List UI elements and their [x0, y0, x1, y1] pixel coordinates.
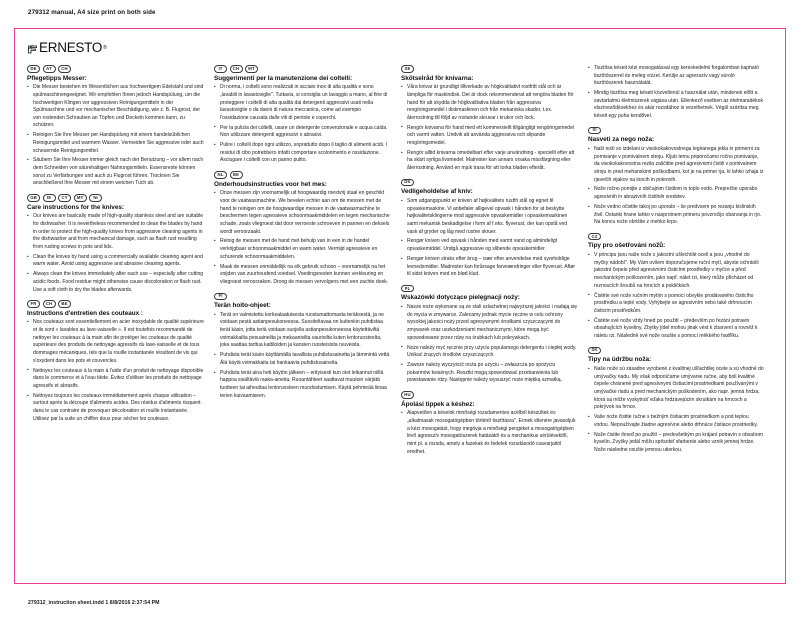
care-tips-list: [214, 312, 391, 401]
country-badge-si: SI: [588, 127, 601, 135]
language-section-fi: [214, 293, 391, 401]
language-section-hu: [401, 391, 578, 456]
country-badge-at: AT: [43, 65, 56, 73]
care-tips-list: [401, 84, 578, 173]
country-code-badges: [27, 194, 204, 202]
brand-logo: [27, 41, 107, 55]
country-code-badges: [401, 391, 578, 399]
section-title: Tipy na údržbu noža:: [588, 356, 652, 364]
care-tip-item: • Mindig tisztítsa meg késeit közvetlenül a használat után, mindenek előtt a savtartalmú élelmiszerek vágása után. Ellenkező esetben az ételmaradékok elszíneződésekhez és akár rozsdához is vezethetnek. Végül szárítsa meg késeit egy puha kendővel.: [588, 90, 765, 121]
care-tip-item: • Nettoyez toujours les couteaux immédiatement après chaque utilisation – surtout après la découpe d'aliments acides. Des résidus d'aliments risquent dans le cas contraire de provoquer décoloration et rouille instantanée. Utilisez par la suite un chiffon doux pour sécher les couteaux.: [27, 393, 204, 424]
care-tips-list: [588, 65, 765, 121]
care-tips-list: [214, 190, 391, 286]
country-badge-dk: DK: [401, 179, 414, 187]
country-badge-ch: CH: [58, 65, 71, 73]
country-badge-sk: SK: [588, 347, 601, 355]
care-tips-list: [588, 146, 765, 227]
care-tip-item: • Nasze noże wykonane są ze stali szlachetnej najwyższej jakości i nadają się do mycia w zmywarce. Zalecamy jednak mycie ręczne w celu ochrony wysokiej jakości noży przed agresywnymi środkami czyszczącymi do zmywarek oraz uszkodzeniami mechanicznymi, które mogą być spowodowane przez rdzę na śrubkach lub pokrywkach.: [401, 304, 578, 342]
care-tip-item: • Puhdista terät käsin käyttämällä tavallista puhdistusainetta ja lämmintä vettä. Älä käytä voimakkaita tai hankaavia puhdistusaineita.: [214, 352, 391, 367]
country-badge-fi: FI: [214, 293, 227, 301]
country-badge-pl: PL: [401, 285, 414, 293]
care-tip-item: • Terät on valmistettu korkealaatuisesta ruostumattomasta teräksestä, ja ne voidaan pestä astianpesukoneessa. Suositeltavaa on kuitenkin puhdistaa terät käsin, jotta teriä voidaan suojella astianpesukoneessa käytettäviltä voimakkailta pesuaineilta ja mekaanisilta vaurioilta kuten lentoruosteelta, joka saattaa tarttua kattiloiden ja kansien ruosteisista ruuveista.: [214, 312, 391, 350]
care-tips-list: [27, 213, 204, 294]
language-section-fr: [27, 300, 204, 423]
language-section-si: [588, 127, 765, 227]
care-tip-item: • Naše nože sú zásadne vyrobené z kvalitnej ušľachtilej ocele a sú vhodné do umývačky riadu. My však odporúčame umývanie ručne, aby boli kvalitné čepele chránené pred agresívnymi čistiacimi prostriedkami používanými v umývačke riadu a pred mechanickým poškodením, ako napr. jemná hrdza, ktorá sa môže vyskytnúť vďaka hrdzavejúcim skrutkám na hrncoch a pokrývok na hrnce.: [588, 366, 765, 412]
care-tip-item: • Rengør kniven straks efter brug – især efter anvendelse med syreholdige levnedsmidler. Madrester kan forårsage farveændringer eller flyverust. Aftør til sidst kniven med en blød klud.: [401, 256, 578, 279]
care-tips-list: [27, 84, 204, 188]
care-tip-item: • Alapvetően a késeink minőségi rozsdamentes acélból készültek és „alkalmasak mosogatógépben történő tisztításra". Ennek ellenére javasoljuk a kézi mosogatást, hogy megóvja a minőségi pengéket a mosogatógépben lévő agresszív mosogatószerek hatásától és a mechanikus sérülésektől, mint pl. a rozsda, amely a fazekak és fedelek rozsdásodó csavarjaitól eredhet.: [401, 410, 578, 456]
care-tip-item: • Per la pulizia dei coltelli, usare un detergente convenzionale e acqua calda. Non utilizzare detergenti aggressivi o abrasivi.: [214, 125, 391, 140]
country-badge-cy: CY: [58, 194, 71, 202]
care-tip-item: • Clean the knives by hand using a commercially available cleaning agent and warm water. Avoid using aggressive and abrasive cleaning agents.: [27, 254, 204, 269]
care-tips-list: [401, 410, 578, 456]
country-code-badges: [214, 65, 391, 73]
language-columns: [27, 65, 775, 577]
document-header-note: 279312 manual, A4 size print on both side: [28, 9, 156, 16]
country-code-badges: [588, 347, 765, 355]
care-tip-item: • Nože ročno pomijte z običajnim čistilom in toplo vodo. Preprečite uporabo agresivnih in abrazivnih čistilnih sredstev.: [588, 186, 765, 201]
care-tip-item: • V principu jsou naše nože z jakostní ušlechtilé oceli a jsou „vhodné do myčky nádobí". My Vám ovšem doporučujeme ruční mytí, abyste ochránili jakostní čepele před agresivními čisticími prostředky v myčce a před mechanickým poškozením, jako např. nálet rzi, který může přicházet od reznoucích šroubů na hrncích a pokličkách.: [588, 252, 765, 290]
care-tip-item: • Tisztítsa késeit kézi mosogatással egy kereskedelmi forgalomban kapható tisztítószerrel és meleg vízzel. Kerülje az agresszív vagy súroló tisztítószerek használatát.: [588, 65, 765, 88]
language-column: [401, 65, 588, 577]
care-tip-item: • Rengør kniven ved opvask i hånden med varmt vand og almindeligt opvaskemiddel. Undgå aggressive og slibende opvaskemidler.: [401, 238, 578, 253]
country-code-badges: [588, 233, 765, 241]
country-badge-it: IT: [214, 65, 227, 73]
care-tips-list: [214, 84, 391, 165]
country-code-badges: [214, 171, 391, 179]
country-code-badges: [401, 65, 578, 73]
care-tip-item: • Reinig de messen met de hand met behulp van in een in de handel verkrijgbaar schoonmaakmiddel en warm water. Vermijd agressieve en schurende schoonmaakmiddelen.: [214, 238, 391, 261]
care-tip-item: • Säubern Sie Ihre Messer immer gleich nach der Benutzung – vor allem nach dem Schneiden von säurehaltigen Nahrungsmitteln. Essensreste können sonst zu Verfärbungen und auch zu Flugrost führen. Trocknen Sie anschließend Ihre Messer mit einem weichen Tuch ab.: [27, 157, 204, 188]
language-section-cz: [588, 233, 765, 341]
section-title: Terän hoito-ohjeet:: [214, 302, 271, 310]
country-badge-fr: FR: [27, 300, 40, 308]
country-code-badges: [27, 300, 204, 308]
country-badge-hu: HU: [401, 391, 414, 399]
care-tip-item: • Nože vedno očistite takoj po uporabi – še predvsem po rezanju kislinskih živil. Ostanki hrane lahko v nasprotnem primeru povzročijo obarvanja in rjo. Na koncu nože obrišite z mehko krpo.: [588, 204, 765, 227]
country-code-badges: [214, 293, 391, 301]
country-badge-be: BE: [58, 300, 71, 308]
section-title: Onderhoudsinstructies voor het mes:: [214, 180, 327, 188]
care-tips-list: [588, 252, 765, 341]
language-section-gb: [27, 194, 204, 294]
care-tip-item: • Di norma, i coltelli sono realizzati in acciaio inox di alta qualità e sono „lavabili in lavastoviglie". Tuttavia, si consiglia un lavaggio a mano, al fine di proteggere i coltelli di alta qualità dai detergenti aggressivi usati nella lavastoviglie o da danni di natura meccanica, come ad esempio l'ossidazione causata dalle viti di pentole e coperchi.: [214, 84, 391, 122]
care-tip-item: • Noże należy myć ręcznie przy użyciu popularnego detergentu i ciepłej wody. Unikać żrących środków czyszczących.: [401, 345, 578, 360]
care-tip-item: • Rengör alltid knivarna omedelbart efter varje användning - speciellt efter att ha skärt syrliga livsmedel. Matrester kan annars orsaka missfärgning eller återrostning. Använd en mjuk trasa för att torka bladen efteråt.: [401, 150, 578, 173]
language-column: [27, 65, 214, 577]
care-tip-item: • Maak de messen onmiddellijk na elk gebruik schoon – voornamelijk na het snijden van zuurhoudend voedsel. Voedingsresten kunnen verkleuring en vliegroest veroorzaken. Droog de messen vervolgens met een zachte doek.: [214, 264, 391, 287]
country-code-badges: [401, 179, 578, 187]
language-column: [588, 65, 775, 577]
country-badge-cz: CZ: [588, 233, 601, 241]
country-badge-be: BE: [230, 171, 243, 179]
section-title: Pflegetipps Messer:: [27, 74, 87, 82]
care-tip-item: • Vaše nože čistite ručne s bežným čistiacim prostriedkom a pod teplou vodou. Nepoužívajte žiadne agresívne alebo drhnúce čistiace prostriedky.: [588, 414, 765, 429]
country-code-badges: [27, 65, 204, 73]
section-title: Nasveti za nego noža:: [588, 136, 655, 144]
country-badge-nl: NL: [214, 171, 227, 179]
country-code-badges: [588, 127, 765, 135]
care-tip-item: • Our knives are basically made of high-quality stainless steel and are suitable for dishwasher. It is nevertheless recommended to clean the blades by hand in order to protect the high-quality knives from aggressive cleaning agents in the dishwasher and from mechanical damage, such as flash rust resulting from rusting screws in pots and lids.: [27, 213, 204, 251]
care-tips-list: [401, 304, 578, 385]
country-badge-mt: MT: [74, 194, 87, 202]
care-tip-item: • Zawsze należy wyczyścić noża po użyciu – zwłaszcza po spożyciu pokarmów kwaśnych. Resztki mogą spowodować przebarwienia lub powstawanie rdzy. Następnie należy wysuszyć noże miękką szmatką.: [401, 362, 578, 385]
language-section-pl: [401, 285, 578, 385]
care-tip-item: • Puhdista terät aina heti käytön jälkeen – erityisesti kun olet leikannut niillä happoa sisältäviä raaka-aineita. Ruoantähteet saattavat muutoin värjätä tuotteen tai aiheuttaa lentoruosteen muodostumisen. Käytä pehmeää liinaa terien kuivaamiseen.: [214, 370, 391, 401]
country-badge-mt: MT: [245, 65, 258, 73]
language-column: [214, 65, 401, 577]
care-tip-item: • Always clean the knives immediately after each use – especially after cutting acidic foods. Food residue might otherwise cause discoloration or flash rust. Use a soft cloth to dry the blades afterwards.: [27, 271, 204, 294]
document-footer-note: 279312_instruction sheet.indd 1 8/8/2016 2:37:54 PM: [28, 600, 160, 606]
language-section-it: [214, 65, 391, 165]
care-tip-item: • Čistěte své nože vždy hned po použití – především po řezání potravin obsahujících kyseliny. Zbytky jídel mohou jinak vést k zbarvení a rovněž k náletu rzi. Následně své nože osušte s pomocí měkkého hadříku.: [588, 318, 765, 341]
care-tips-list: [401, 198, 578, 279]
ernesto-knot-mark-icon: [27, 42, 38, 53]
care-tip-item: • Pulire i coltelli dopo ogni utilizzo, soprattutto dopo il taglio di alimenti acidi. I residui di cibo potrebbero infatti comportare scolorimento e ossidazione. Asciugare i coltelli con un panno pulito.: [214, 142, 391, 165]
section-title: Suggerimenti per la manutenzione dei coltelli:: [214, 74, 353, 82]
brand-name: ERNESTO: [39, 40, 103, 55]
care-tip-item: • Onze messen zijn voornamelijk uit hoogwaardig roestvrij staal en geschikt voor de vaatwasmachine. We bevelen echter aan om de messen met de hand te reinigen om de hoogwaardige messen in de vaatwasmachine te beschermen tegen agressieve schoonmaakmiddelen en tegen mechanische schade, zoals vliegroest dat door verroeste schroeven in pannen en deksels wordt veroorzaakt.: [214, 190, 391, 236]
printed-page-frame: [14, 28, 786, 584]
care-tips-list: [588, 366, 765, 455]
care-tip-item: • Rengör knivarna för hand med ett kommersiellt tillgängligt rengöringsmedel och varmt vatten. Undvik att använda aggressiva och slipande rengöringsmedel.: [401, 125, 578, 148]
care-tip-item: • Die Messer bestehen im Wesentlichen aus hochwertigem Edelstahl und sind spülmaschinengeeignet. Wir empfehlen Ihnen jedoch Handspülung, um die hochwertigen Klingen vor aggressiven Reinigungsmitteln in der Spülmaschine und vor mechanischer Beschädigung, wie z. B. Flugrost, der von rostenden Schrauben an Töpfen und Deckeln kommen kann, zu schützen.: [27, 84, 204, 130]
country-code-badges: [401, 285, 578, 293]
care-tip-item: • Reinigen Sie Ihre Messer per Handspülung mit einem handelsüblichen Reinigungsmittel und warmem Wasser. Vermeiden Sie aggressive oder auch scheuernde Reinigungsmittel.: [27, 132, 204, 155]
language-section-hu-cont: [588, 65, 765, 121]
care-tip-item: • Våra knivar är grundligt tillverkade av högkvalitativt rostfritt stål och är lämpliga för maskindisk. Det är dock rekommenderat att rengöra bladen för hand för att skydda de högkvalitativa bladen från aggressiva rengöringsmedel i diskmaskinen och från mekaniska skador, t.ex. återrostning till följd av rostande skruvar i krukor och lock.: [401, 84, 578, 122]
section-title: Tipy pro ošetřování nožů:: [588, 242, 666, 250]
care-tip-item: • Nos couteaux sont essentiellement en acier inoxydable de qualité supérieure et ils sont « lavables au lave-vaisselle ». Il est toutefois recommandé de nettoyer les couteaux à la main afin de protéger les couteaux de qualité supérieure des produits de nettoyage agressifs du lave-vaisselle et de tous dommages mécaniques, tels que la rouille instantanée résultant de vis qui s'oxydent dans les pots et couvercles.: [27, 319, 204, 365]
care-tips-list: [27, 319, 204, 423]
country-badge-ie: IE: [43, 194, 56, 202]
country-badge-ni: NI: [89, 194, 102, 202]
language-section-dk: [401, 179, 578, 279]
country-badge-ch: CH: [43, 300, 56, 308]
trademark-symbol: ®: [103, 44, 107, 51]
section-title: Care instructions for the knives:: [27, 203, 124, 211]
country-badge-de: DE: [27, 65, 40, 73]
section-title: Vedligeholdelse af kniv:: [401, 188, 473, 196]
language-section-nl: [214, 171, 391, 286]
care-tip-item: • Naši noži so izdelani iz visokokakovostnega legiranega jekla in primerni za pomivanje v pomivalnem stroju. Kljub temu priporočamo ročno pomivanje, da visokokakovostna rezila zaščitite pred agresivnimi čistili v pomivalnem stroju in pred mehanskimi poškodbami, kot je na primer rja, ki lahko izhaja iz rjavečih vijakov na loncih in pokrovih.: [588, 146, 765, 184]
care-tip-item: • Nože čistite ihneď po použití – predovšetkým po krájaní potravín s obsahom kyselín. Zvyšky jedál môžu spôsobiť sfarbenie alebo vznik jemnej hrdze. Nože následne osušte jemnou utierkou.: [588, 432, 765, 455]
country-badge-se: SE: [401, 65, 414, 73]
care-tip-item: • Som udgangspunkt er kniven af højkvalitets rustfri stål og egnet til opvaskemaskine. Vi anbefaler alligevel opvask i hånden for at beskytte højkvalitetsklingerne mod aggressive opvaskemidler i opvaskemaskinen samt mekanisk beskadigelse i form af f.eks. flyverust, der kan opstå ved vask af gryder og låg med rustne skruer.: [401, 198, 578, 236]
language-section-de: [27, 65, 204, 188]
language-section-se: [401, 65, 578, 173]
section-title: Skötselråd för knivarna:: [401, 74, 474, 82]
section-title: Ápolási tippek a késhez:: [401, 400, 475, 408]
section-title: Instructions d'entretien des couteaux :: [27, 309, 144, 317]
country-badge-ch: CH: [230, 65, 243, 73]
language-section-sk: [588, 347, 765, 455]
care-tip-item: • Čistěte své nože ručním mytím s pomocí obvykle prodávaného čisticího prostředku a teplé vody. Vyhýbejte se agresivním nebo také drhnoucím čisticím prostředkům.: [588, 293, 765, 316]
country-badge-gb: GB: [27, 194, 40, 202]
section-title: Wskazówki dotyczące pielęgnacji noży:: [401, 294, 520, 302]
care-tip-item: • Nettoyez les couteaux à la main à l'aide d'un produit de nettoyage disponible dans le commerce et à l'eau tiède. Évitez d'utiliser les produits de nettoyage agressifs et abrasifs.: [27, 368, 204, 391]
